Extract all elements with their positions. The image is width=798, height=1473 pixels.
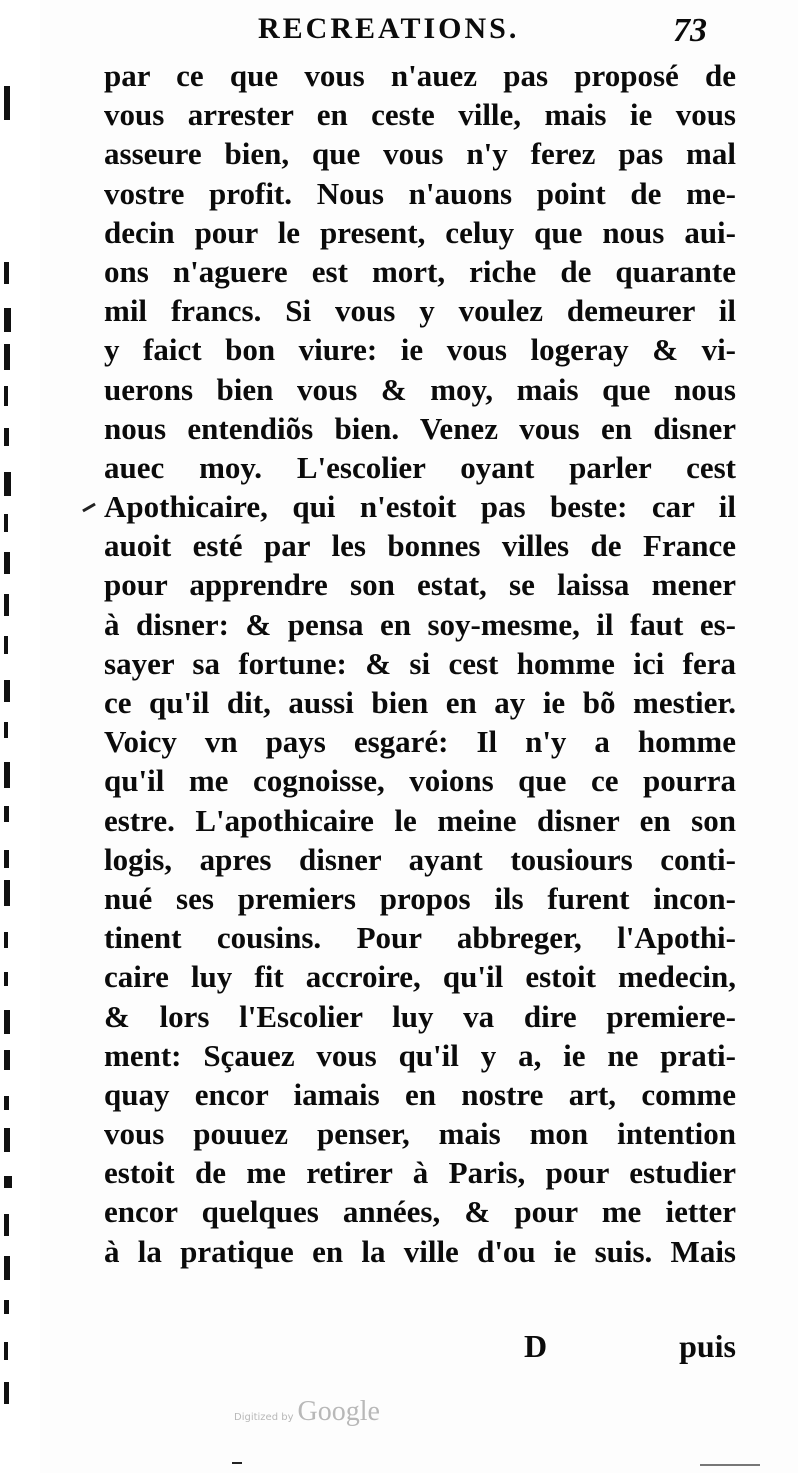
gutter-fragment (4, 428, 9, 446)
text-line: nous entendiõs bien. Venez vous en disner (104, 410, 736, 446)
text-line: vous arrester en ceste ville, mais ie vous (104, 97, 736, 133)
text-line: asseure bien, que vous n'y ferez pas mal (104, 136, 736, 172)
text-line: caire luy fit accroire, qu'il estoit medecin, (104, 959, 736, 995)
gutter-fragment (4, 1050, 10, 1070)
gutter-fragment (4, 472, 11, 496)
gutter-fragment (4, 514, 8, 532)
text-line: pour apprendre son estat, se laissa mener (104, 567, 736, 603)
gutter-fragment (4, 1214, 9, 1236)
signature-mark: D (524, 1328, 548, 1364)
page-header (258, 12, 738, 52)
gutter-fragment (4, 972, 8, 986)
gutter-fragment (4, 762, 10, 788)
text-line: encor quelques années, & pour me ietter (104, 1194, 736, 1230)
text-line: & lors l'Escolier luy va dire premiere- (104, 998, 736, 1034)
gutter-fragment (4, 552, 10, 574)
text-line: auoit esté par les bonnes villes de France (104, 528, 736, 564)
text-line: estoit de me retirer à Paris, pour estudier (104, 1155, 736, 1191)
text-line: auec moy. L'escolier oyant parler cest (104, 449, 736, 485)
text-line: quay encor iamais en nostre art, comme (104, 1076, 736, 1112)
gutter-fragment (4, 850, 9, 868)
text-line: nué ses premiers propos ils furent incon- (104, 880, 736, 916)
text-line: decin pour le present, celuy que nous aui- (104, 214, 736, 250)
gutter-fragment (4, 1096, 9, 1110)
text-line: ce qu'il dit, aussi bien en ay ie bõ mestier. (104, 685, 736, 720)
gutter-fragment (4, 594, 9, 616)
text-line: ment: Sçauez vous qu'il y a, ie ne prati- (104, 1037, 736, 1073)
google-logo: Google (297, 1396, 380, 1427)
text-line: uerons bien vous & moy, mais que nous (104, 371, 736, 407)
gutter-fragment (4, 1128, 10, 1152)
text-line: mil francs. Si vous y voulez demeurer il (104, 293, 736, 329)
gutter-fragment (4, 262, 9, 284)
left-gutter (0, 0, 40, 1473)
gutter-fragment (4, 344, 10, 370)
gutter-fragment (4, 1382, 9, 1404)
gutter-fragment (4, 1256, 10, 1280)
text-line: par ce que vous n'auez pas proposé de (104, 58, 736, 93)
catchword: puis (679, 1328, 736, 1364)
gutter-fragment (4, 722, 8, 738)
text-line: logis, apres disner ayant tousiours conti- (104, 841, 736, 877)
page-number: 73 (673, 12, 707, 49)
text-line: à la pratique en la ville d'ou ie suis. Mais (104, 1233, 736, 1269)
gutter-fragment (4, 680, 10, 702)
gutter-fragment (4, 86, 10, 120)
text-line: ons n'aguere est mort, riche de quarante (104, 253, 736, 289)
text-line: vous pouuez penser, mais mon intention (104, 1116, 736, 1152)
gutter-fragment (4, 1010, 10, 1034)
text-line: Voicy vn pays esgaré: Il n'y a homme (104, 724, 736, 760)
gutter-fragment (4, 932, 8, 948)
page-footer (104, 1328, 736, 1372)
gutter-fragment (4, 1176, 12, 1188)
text-line: à disner: & pensa en soy-mesme, il faut es- (104, 606, 736, 642)
watermark-caption: Digitized by (234, 1412, 294, 1423)
gutter-fragment (4, 386, 8, 406)
body-text (104, 56, 736, 1271)
ink-speck (82, 503, 96, 513)
text-line: tinent cousins. Pour abbreger, l'Apothi- (104, 920, 736, 956)
gutter-fragment (4, 880, 10, 906)
ink-speck (232, 1462, 242, 1464)
text-line: Apothicaire, qui n'estoit pas beste: car il (104, 489, 736, 525)
gutter-fragment (4, 1342, 8, 1360)
text-line: qu'il me cognoisse, voions que ce pourra (104, 763, 736, 799)
ink-speck (700, 1464, 760, 1466)
gutter-fragment (4, 636, 8, 654)
digitization-watermark (234, 1396, 380, 1428)
text-line: vostre profit. Nous n'auons point de me- (104, 175, 736, 211)
gutter-fragment (4, 1300, 9, 1314)
text-line: y faict bon viure: ie vous logeray & vi- (104, 332, 736, 368)
text-line: estre. L'apothicaire le meine disner en son (104, 802, 736, 838)
gutter-fragment (4, 308, 11, 332)
gutter-fragment (4, 806, 9, 822)
text-line: sayer sa fortune: & si cest homme ici fera (104, 645, 736, 681)
running-head: RECREATIONS. (258, 12, 520, 45)
